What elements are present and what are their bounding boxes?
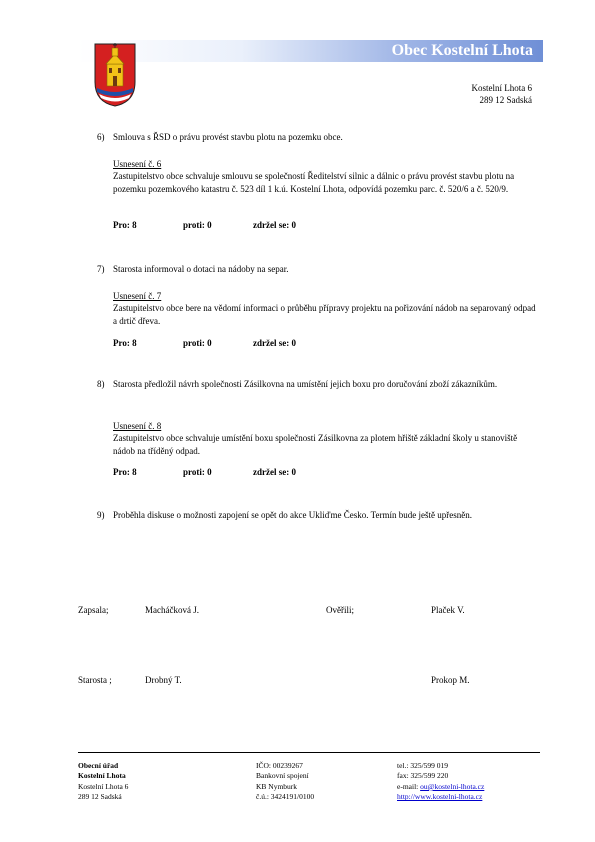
item-text: Starosta předložil návrh společnosti Zásilkovna na umístění jejich boxu pro doručování zboží zákazníkům. — [113, 379, 498, 389]
footer-divider — [78, 752, 540, 753]
footer-line: č.ú.: 3424191/0100 — [256, 792, 315, 802]
title-bar — [78, 40, 543, 62]
resolution-heading: Usnesení č. 8 — [113, 421, 162, 431]
resolution-heading: Usnesení č. 6 — [113, 159, 162, 169]
footer-line: Obecní úřad — [78, 761, 119, 770]
mayor-label: Starosta ; — [78, 675, 112, 685]
item-text: Smlouva s ŘSD o právu provést stavbu plotu na pozemku obce. — [113, 132, 343, 142]
address-block — [472, 82, 533, 106]
item-number: 8) — [97, 379, 105, 389]
coat-of-arms-icon — [93, 42, 137, 108]
email-link[interactable]: ou@kostelni-lhota.cz — [420, 781, 485, 791]
recorded-by-label: Zapsala; — [78, 605, 109, 615]
item-number: 7) — [97, 264, 105, 274]
vote-result-6 — [113, 220, 296, 230]
municipality-title: Obec Kostelní Lhota — [391, 42, 533, 59]
footer-office — [78, 761, 128, 803]
resolution-heading: Usnesení č. 7 — [113, 291, 162, 301]
resolution-7 — [113, 290, 539, 327]
footer-fax: fax: 325/599 220 — [397, 771, 449, 781]
votes-against: proti: 0 — [183, 467, 212, 477]
votes-for: Pro: 8 — [113, 467, 137, 477]
footer-line: Kostelní Lhota 6 — [78, 781, 129, 791]
votes-for: Pro: 8 — [113, 338, 137, 348]
resolution-text: Zastupitelstvo obce bere na vědomí informaci o průběhu přípravy projektu na pořizování nádob na separovaný odpad a drtič dřeva. — [113, 303, 536, 326]
footer-line: 289 12 Sadská — [78, 792, 122, 802]
votes-abstain: zdržel se: 0 — [253, 338, 296, 348]
item-number: 6) — [97, 132, 105, 142]
footer-line: KB Nymburk — [256, 781, 298, 791]
footer-line: Bankovní spojení — [256, 771, 309, 781]
second-verifier-name: Prokop M. — [431, 675, 470, 685]
item-text: Starosta informoval o dotaci na nádoby na separ. — [113, 264, 289, 274]
resolution-text: Zastupitelstvo obce schvaluje smlouvu se společností Ředitelství silnic a dálnic o právu provést stavbu plotu na pozemku pozemkového katastru č. 523 díl 1 k.ú. Kostelní Lhota, odpovídá pozemku parc. č. 520/6 a č. 520/9. — [113, 171, 515, 194]
address-line: 289 12 Sadská — [479, 95, 532, 105]
email-label: e-mail: — [397, 781, 421, 791]
votes-for: Pro: 8 — [113, 220, 137, 230]
item-number: 9) — [97, 510, 105, 520]
resolution-8 — [113, 420, 539, 457]
vote-result-7 — [113, 338, 296, 348]
recorded-by-name: Macháčková J. — [145, 605, 199, 615]
footer-line: IČO: 00239267 — [256, 761, 303, 770]
mayor-name: Drobný T. — [145, 675, 182, 685]
votes-abstain: zdržel se: 0 — [253, 220, 296, 230]
footer-email-row — [397, 782, 484, 792]
vote-result-8 — [113, 467, 296, 477]
footer-line: Kostelní Lhota — [78, 771, 126, 781]
footer-phone: tel.: 325/599 019 — [397, 761, 449, 770]
verified-by-label: Ověřili; — [326, 605, 354, 615]
footer-bank — [256, 761, 314, 803]
verified-by-name: Plaček V. — [431, 605, 465, 615]
address-line: Kostelní Lhota 6 — [471, 83, 532, 93]
item-text: Proběhla diskuse o možnosti zapojení se opět do akce Ukliďme Česko. Termín bude ještě upřesněn. — [113, 510, 472, 520]
resolution-6 — [113, 158, 539, 195]
footer-contact — [397, 761, 484, 803]
resolution-text: Zastupitelstvo obce schvaluje umístění boxu společnosti Zásilkovna za plotem hřiště základní školy u stanoviště nádob na tříděný odpad. — [113, 433, 518, 456]
votes-abstain: zdržel se: 0 — [253, 467, 296, 477]
votes-against: proti: 0 — [183, 338, 212, 348]
website-link[interactable]: http://www.kostelni-lhota.cz — [397, 792, 483, 802]
votes-against: proti: 0 — [183, 220, 212, 230]
